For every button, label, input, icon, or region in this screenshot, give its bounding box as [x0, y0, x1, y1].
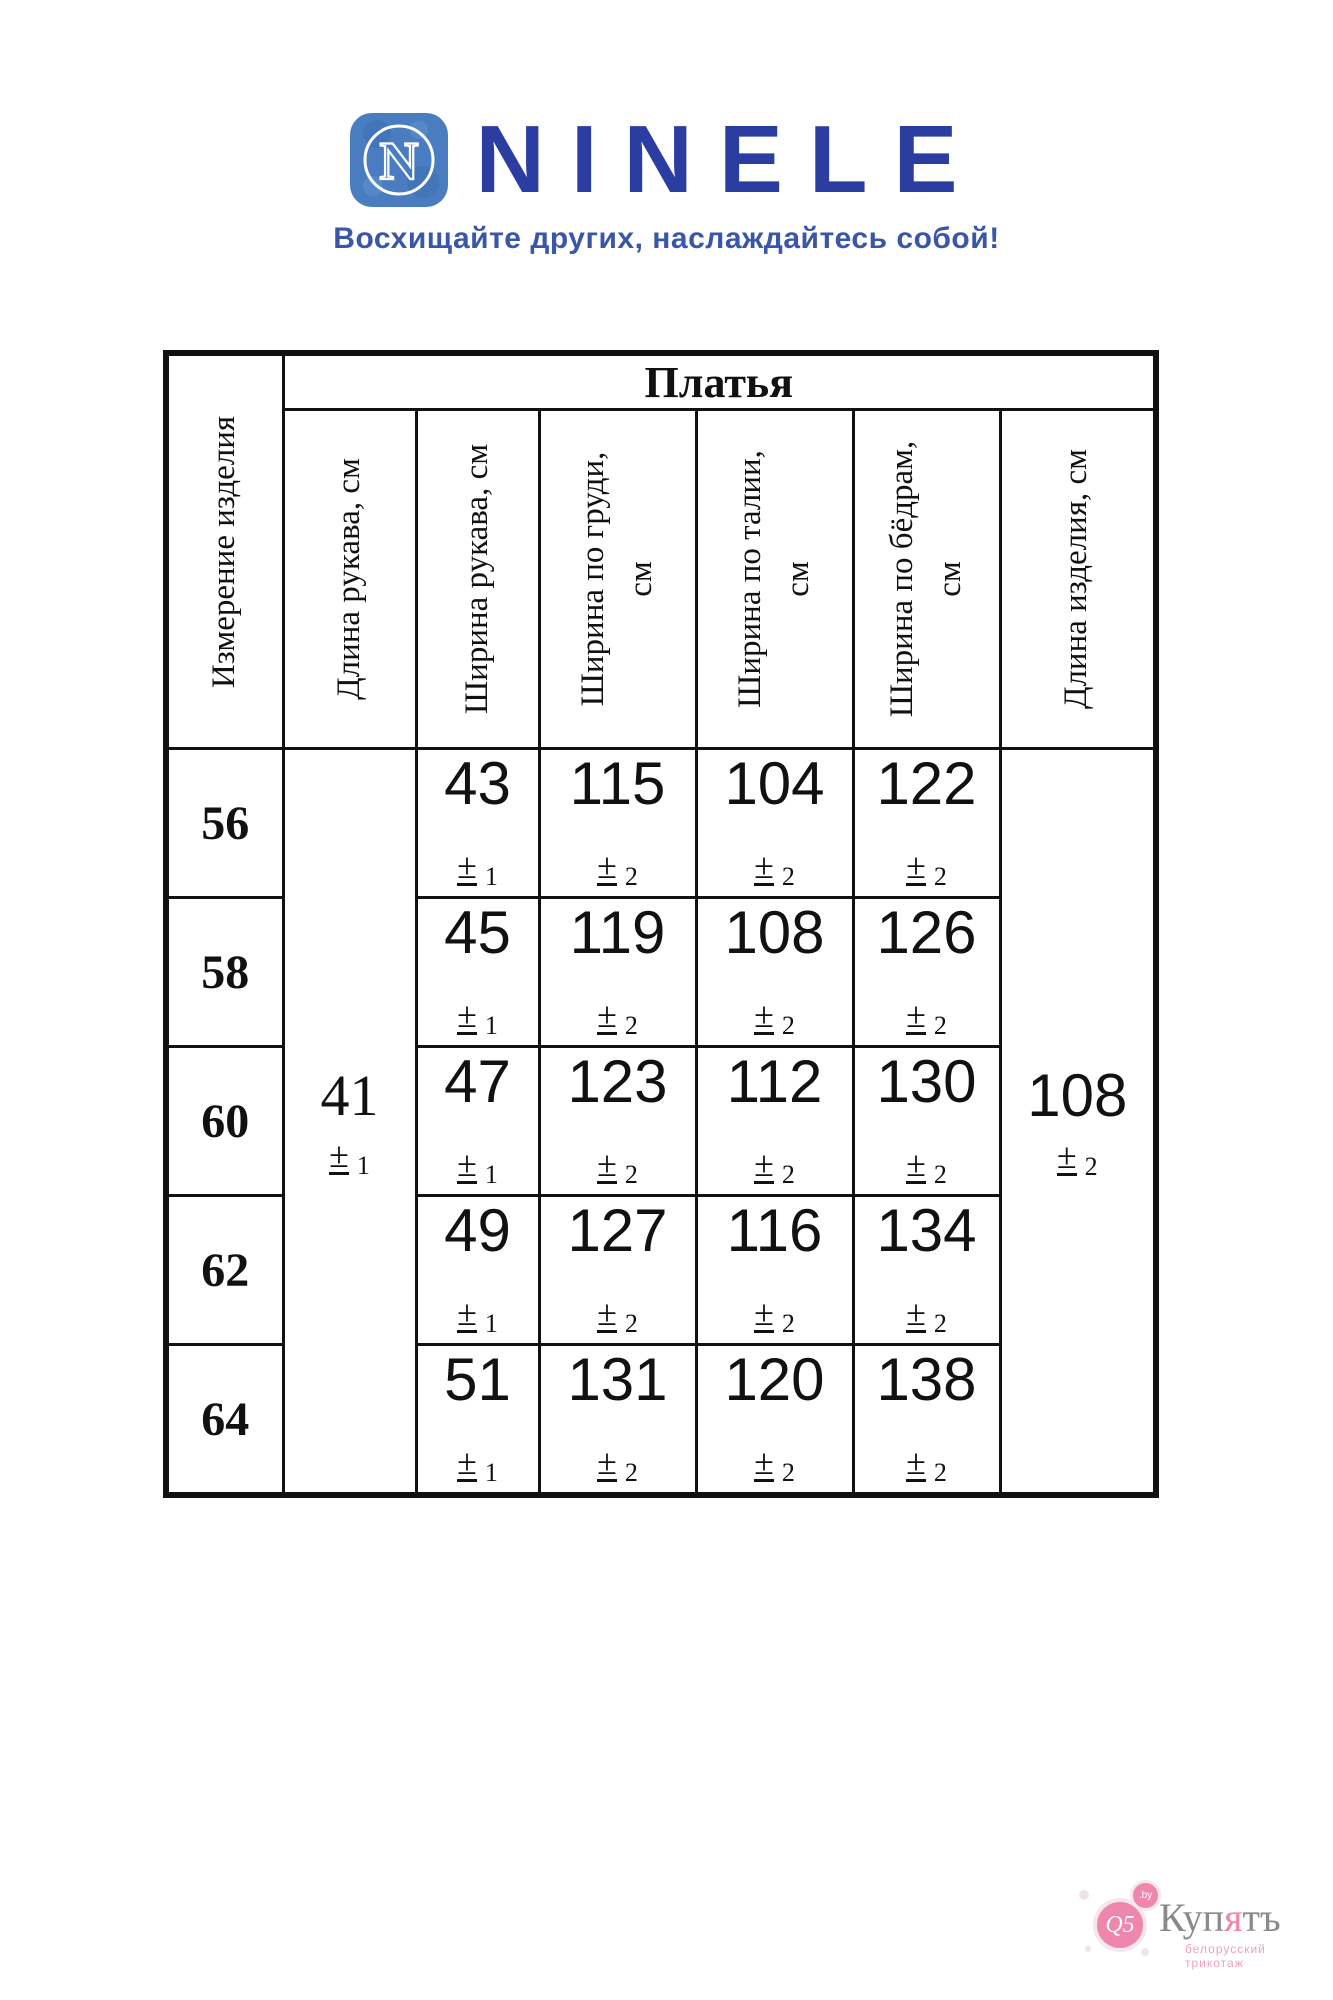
size-label-60: 60	[166, 1047, 283, 1196]
measurement-cell: 47 ± 1	[416, 1047, 539, 1196]
measurement-cell: 123 ± 2	[539, 1047, 696, 1196]
measurement-cell: 51 ± 1	[416, 1345, 539, 1496]
brand-wordmark: NINELE	[475, 106, 984, 213]
size-label-56: 56	[166, 749, 283, 898]
sleeve-length-merged-cell: 41 ± 1	[283, 749, 416, 1496]
column-header-sleeve-width: Ширина рукава, см	[416, 410, 539, 749]
watermark-subtitle: белорусский трикотаж	[1185, 1942, 1266, 1970]
measurement-cell: 126 ± 2	[853, 898, 1000, 1047]
size-label-64: 64	[166, 1345, 283, 1496]
brand-header	[0, 106, 1333, 256]
column-header-hip-width: Ширина по бёдрам, см	[853, 410, 1000, 749]
column-header-chest-width: Ширина по груди, см	[539, 410, 696, 749]
measurement-cell: 115 ± 2	[539, 749, 696, 898]
ninele-logo-icon	[349, 112, 449, 208]
measurement-cell: 131 ± 2	[539, 1345, 696, 1496]
measurement-cell: 112 ± 2	[696, 1047, 853, 1196]
watermark-q5by	[1083, 1872, 1323, 1982]
measurement-cell: 108 ± 2	[696, 898, 853, 1047]
decor-dot	[1085, 1946, 1091, 1952]
brand-tagline: Восхищайте других, наслаждайтесь собой!	[333, 222, 1000, 255]
corner-header-cell	[166, 353, 283, 749]
column-header-waist-width: Ширина по талии, см	[696, 410, 853, 749]
measurement-cell: 122 ± 2	[853, 749, 1000, 898]
table-row	[166, 749, 1156, 898]
measurement-cell: 119 ± 2	[539, 898, 696, 1047]
measurement-cell: 116 ± 2	[696, 1196, 853, 1345]
measurement-cell: 49 ± 1	[416, 1196, 539, 1345]
watermark-brand: Купятъ	[1159, 1895, 1281, 1940]
svg-text:N: N	[379, 131, 419, 191]
measurement-cell: 104 ± 2	[696, 749, 853, 898]
brand-logo-row	[349, 106, 984, 213]
group-header-dresses: Платья	[283, 353, 1156, 410]
decor-dot	[1079, 1890, 1089, 1900]
corner-header-label: Измерение изделия	[206, 415, 243, 688]
measurement-cell: 130 ± 2	[853, 1047, 1000, 1196]
watermark-domain-badge: .by	[1130, 1880, 1161, 1911]
measurement-cell: 43 ± 1	[416, 749, 539, 898]
decor-dot	[1141, 1948, 1149, 1956]
product-length-merged-cell: 108 ± 2	[1000, 749, 1156, 1496]
size-label-58: 58	[166, 898, 283, 1047]
size-chart-table	[163, 350, 1159, 1498]
size-label-62: 62	[166, 1196, 283, 1345]
measurement-cell: 45 ± 1	[416, 898, 539, 1047]
measurement-cell: 127 ± 2	[539, 1196, 696, 1345]
measurement-cell: 138 ± 2	[853, 1345, 1000, 1496]
watermark-badge: Q5	[1093, 1898, 1147, 1952]
measurement-cell: 134 ± 2	[853, 1196, 1000, 1345]
column-header-product-length: Длина изделия, см	[1000, 410, 1156, 749]
column-header-sleeve-length: Длина рукава, см	[283, 410, 416, 749]
measurement-cell: 120 ± 2	[696, 1345, 853, 1496]
